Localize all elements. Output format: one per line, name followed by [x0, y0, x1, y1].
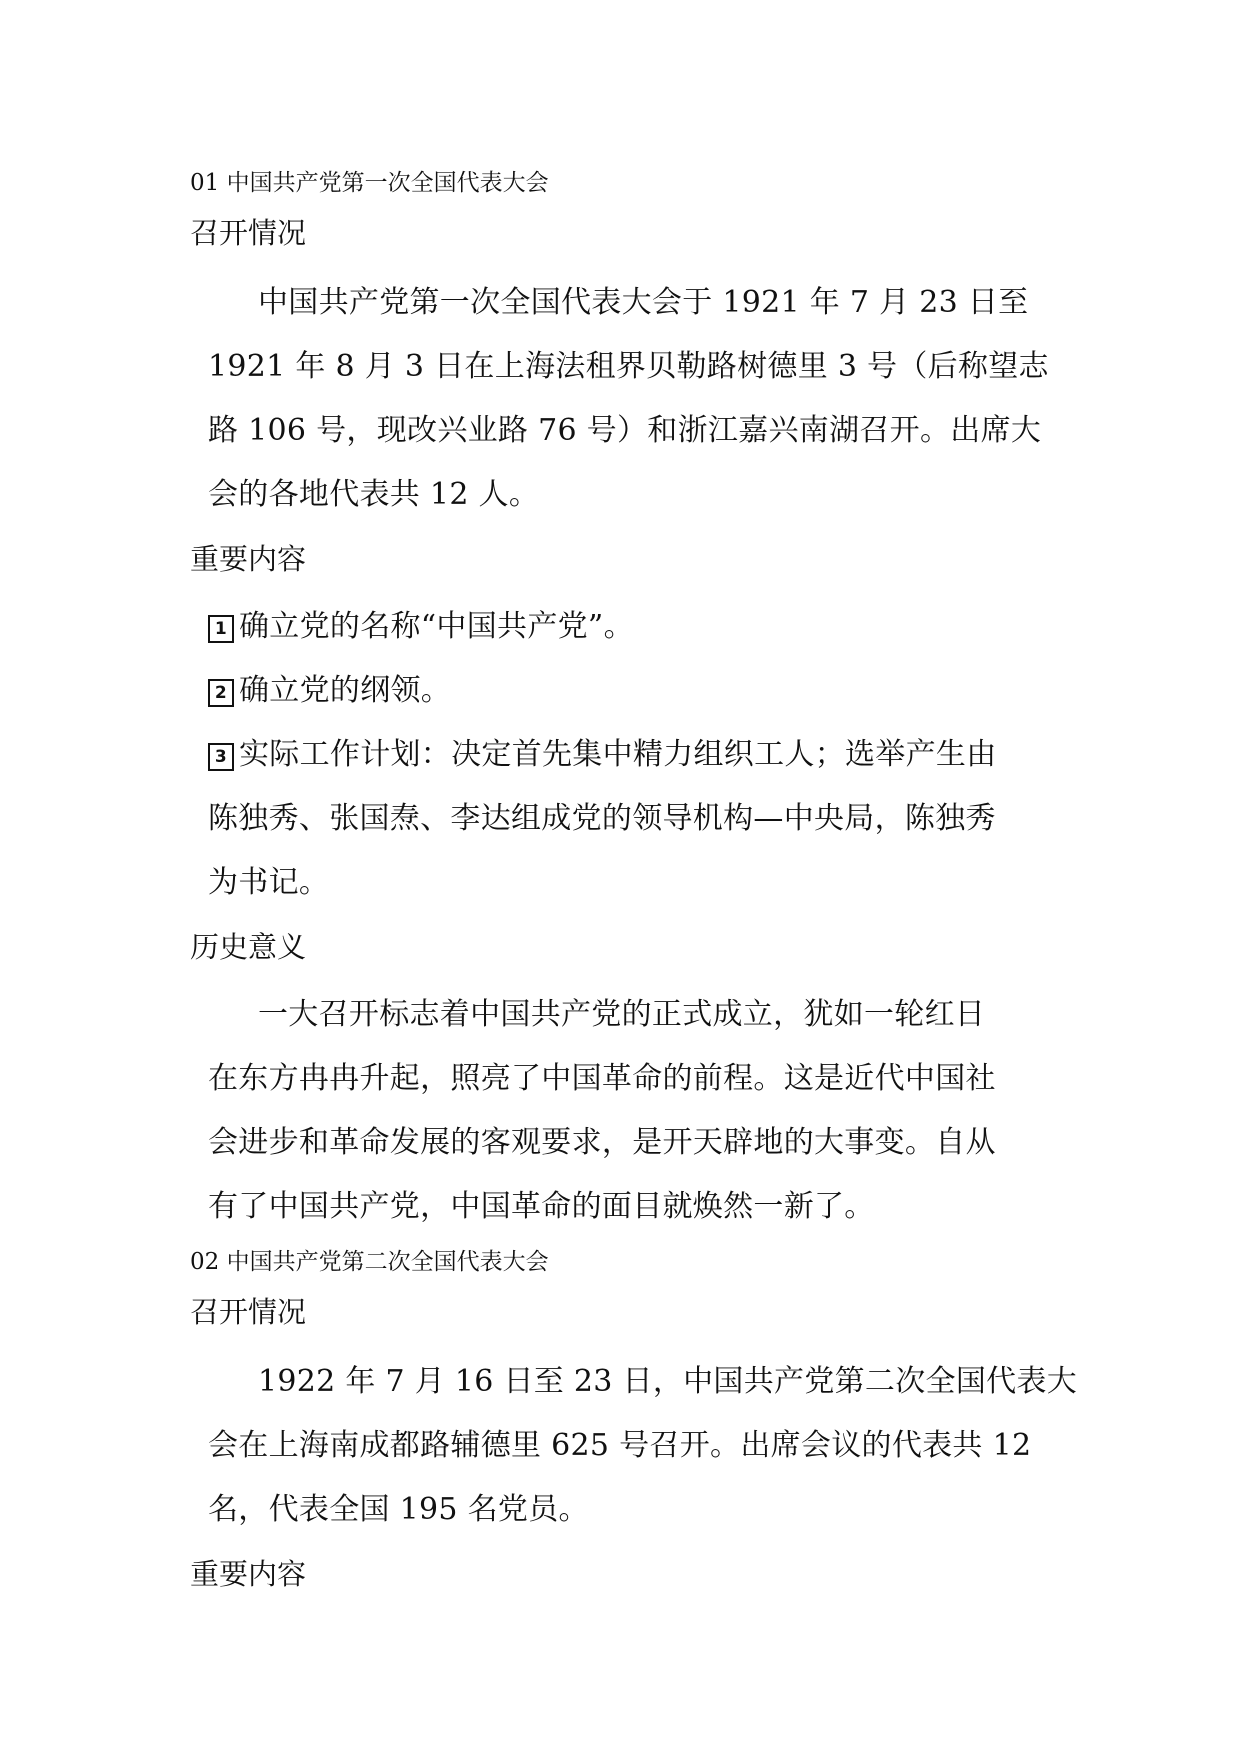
paragraph-line: 会的各地代表共 12 人。	[208, 477, 540, 512]
paragraph-line: 有了中国共产党，中国革命的面目就焕然一新了。	[208, 1189, 875, 1224]
paragraph-line: 路 106 号，现改兴业路 76 号）和浙江嘉兴南湖召开。出席大	[208, 413, 1042, 448]
number-1-icon: 1	[208, 615, 234, 643]
list-item-line: 陈独秀、张国焘、李达组成党的领导机构—中央局，陈独秀	[208, 801, 996, 836]
list-item-text: 确立党的纲领。	[239, 673, 452, 708]
list-item	[208, 601, 634, 645]
section-heading: 召开情况	[190, 1295, 307, 1329]
paragraph-line: 1922 年 7 月 16 日至 23 日，中国共产党第二次全国代表大	[258, 1364, 1078, 1399]
section-heading: 重要内容	[190, 1557, 307, 1591]
number-2-icon: 2	[208, 679, 234, 707]
list-item-text: 确立党的名称“中国共产党”。	[239, 609, 634, 644]
paragraph-line: 会在上海南成都路辅德里 625 号召开。出席会议的代表共 12	[208, 1428, 1032, 1463]
paragraph-line: 会进步和革命发展的客观要求，是开天辟地的大事变。自从	[208, 1125, 996, 1160]
section-heading: 历史意义	[190, 930, 307, 964]
section-heading: 召开情况	[190, 216, 307, 250]
paragraph-line: 1921 年 8 月 3 日在上海法租界贝勒路树德里 3 号（后称望志	[208, 349, 1049, 384]
paragraph-line: 一大召开标志着中国共产党的正式成立，犹如一轮红日	[258, 997, 986, 1032]
list-item-text: 实际工作计划：决定首先集中精力组织工人；选举产生由	[239, 737, 997, 772]
paragraph-line: 在东方冉冉升起，照亮了中国革命的前程。这是近代中国社	[208, 1061, 996, 1096]
list-item-line: 为书记。	[208, 865, 330, 900]
number-3-icon: 3	[208, 743, 234, 771]
paragraph-line: 中国共产党第一次全国代表大会于 1921 年 7 月 23 日至	[258, 285, 1029, 320]
section-title: 02 中国共产党第二次全国代表大会	[190, 1249, 549, 1275]
section-title: 01 中国共产党第一次全国代表大会	[190, 170, 549, 196]
list-item	[208, 729, 997, 773]
section-heading: 重要内容	[190, 542, 307, 576]
paragraph-line: 名，代表全国 195 名党员。	[208, 1492, 589, 1527]
list-item	[208, 665, 451, 709]
